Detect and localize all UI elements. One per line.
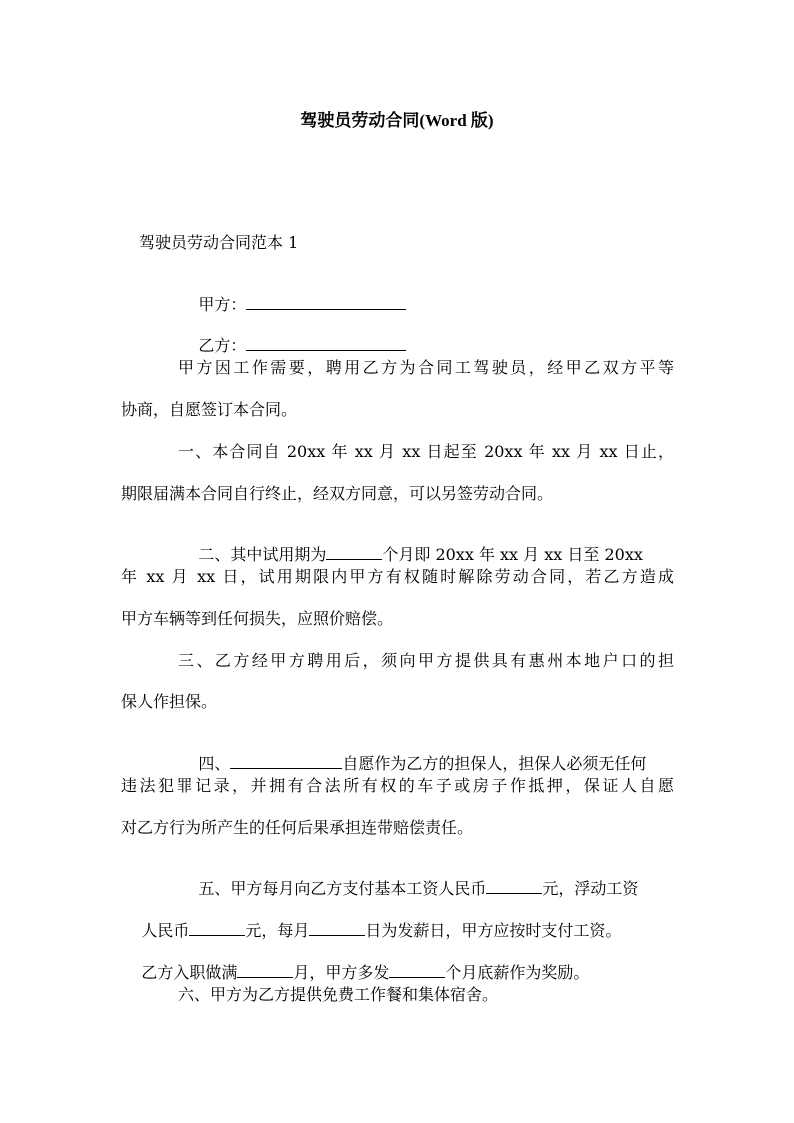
clause-6-line-1: 六、甲方为乙方提供免费工作餐和集体宿舍。 xyxy=(178,985,499,1004)
tenure-months-blank xyxy=(237,963,293,978)
clause-4-text-a: 四、 xyxy=(198,754,231,773)
intro-line-1: 甲方因工作需要，聘用乙方为合同工驾驶员，经甲乙双方平等 xyxy=(178,358,674,377)
payday-blank xyxy=(309,921,365,936)
clause-1-line-2: 期限届满本合同自行终止，经双方同意，可以另签劳动合同。 xyxy=(121,484,554,503)
clause-4-text-b: 自愿作为乙方的担保人，担保人必须无任何 xyxy=(342,754,647,773)
clause-4-line-1 xyxy=(178,734,647,773)
clause-5-line-1 xyxy=(178,859,639,898)
clause-2-text-b: 个月即 20xx 年 xx 月 xx 日至 20xx xyxy=(382,545,643,564)
party-a-blank xyxy=(246,295,406,310)
party-a-line xyxy=(178,275,406,314)
probation-months-blank xyxy=(326,545,382,560)
party-b-blank xyxy=(246,336,406,351)
party-a-label: 甲方： xyxy=(198,295,247,314)
base-salary-blank xyxy=(486,879,542,894)
bonus-months-blank xyxy=(389,963,445,978)
party-b-label: 乙方： xyxy=(198,336,247,355)
clause-2-line-1 xyxy=(178,525,643,564)
clause-5-text-d: 元，每月 xyxy=(245,921,310,940)
float-salary-blank xyxy=(189,921,245,936)
clause-4-line-3: 对乙方行为所产生的任何后果承担连带赔偿责任。 xyxy=(121,818,474,837)
clause-2-text-a: 二、其中试用期为 xyxy=(198,545,327,564)
clause-5-text-g: 月，甲方多发 xyxy=(293,963,390,982)
document-title: 驾驶员劳动合同(Word 版) xyxy=(300,111,494,130)
clause-4-line-2: 违法犯罪记录，并拥有合法所有权的车子或房子作抵押，保证人自愿 xyxy=(121,776,674,795)
intro-line-2: 协商，自愿签订本合同。 xyxy=(121,400,298,419)
clause-5-text-f: 乙方入职做满 xyxy=(141,963,238,982)
clause-1-line-1: 一、本合同自 20xx 年 xx 月 xx 日起至 20xx 年 xx 月 xx 日止， xyxy=(178,442,674,461)
clause-5-text-b: 元，浮动工资 xyxy=(542,879,639,898)
party-b-line xyxy=(178,316,406,355)
clause-2-line-2: 年 xx 月 xx 日，试用期限内甲方有权随时解除劳动合同，若乙方造成 xyxy=(121,567,674,586)
clause-5-line-2 xyxy=(121,901,622,940)
clause-3-line-1: 三、乙方经甲方聘用后，须向甲方提供具有惠州本地户口的担 xyxy=(178,651,674,670)
clause-5-text-e: 日为发薪日，甲方应按时支付工资。 xyxy=(365,921,622,940)
clause-3-line-2: 保人作担保。 xyxy=(121,692,218,711)
clause-5-text-c: 人民币 xyxy=(141,921,190,940)
clause-5-text-h: 个月底薪作为奖励。 xyxy=(445,963,590,982)
clause-5-text-a: 五、甲方每月向乙方支付基本工资人民币 xyxy=(198,879,487,898)
clause-5-line-3 xyxy=(121,943,590,982)
contract-subtitle: 驾驶员劳动合同范本 1 xyxy=(139,233,299,252)
guarantor-blank xyxy=(230,754,342,769)
clause-2-line-3: 甲方车辆等到任何损失，应照价赔偿。 xyxy=(121,609,394,628)
